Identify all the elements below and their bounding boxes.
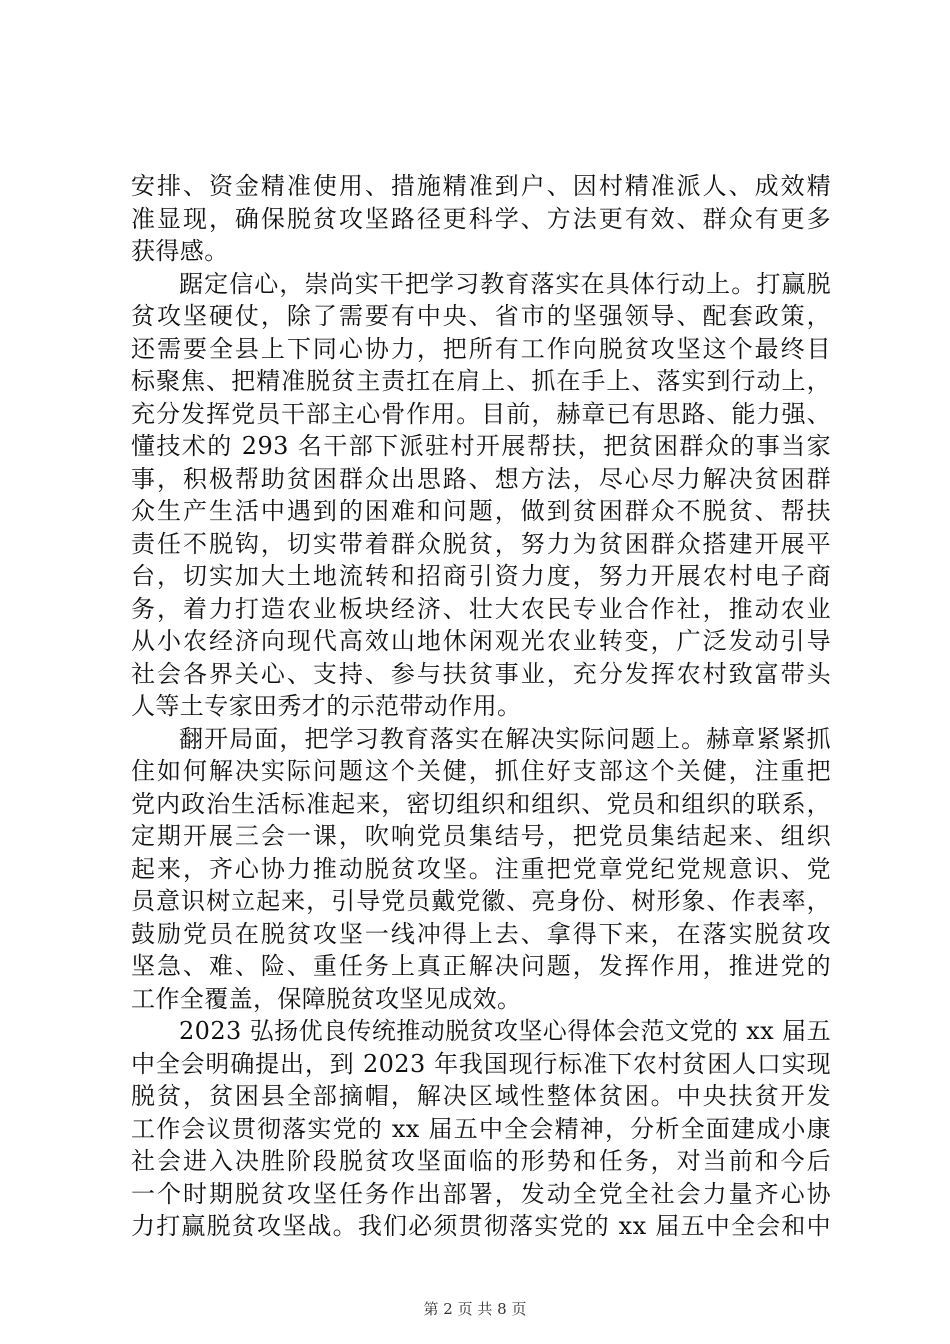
text-line: 翻开局面，把学习教育落实在解决实际问题上。赫章紧紧抓 (179, 724, 831, 753)
page-footer (0, 1298, 950, 1319)
text-line: 定期开展三会一课，吹响党员集结号，把党员集结起来、组织 (131, 822, 831, 850)
text-line: 人等土专家田秀才的示范带动作用。 (131, 692, 522, 720)
text-line: 鼓励党员在脱贫攻坚一线冲得上去、拿得下来，在落实脱贫攻 (131, 919, 831, 948)
text-line: 踞定信心，崇尚实干把学习教育落实在具体行动上。打赢脱 (179, 269, 831, 298)
text-line: 贫攻坚硬仗，除了需要有中央、省市的坚强领导、配套政策， (131, 302, 831, 330)
text-line: 一个时期脱贫攻坚任务作出部署，发动全党全社会力量齐心协 (131, 1179, 831, 1208)
text-line: 脱贫，贫困县全部摘帽，解决区域性整体贫困。中央扶贫开发 (131, 1082, 831, 1110)
text-line: 准显现，确保脱贫攻坚路径更科学、方法更有效、群众有更多 (131, 204, 831, 233)
text-line: 员意识树立起来，引导党员戴党徽、亮身份、树形象、作表率， (131, 887, 831, 915)
text-line: 社会进入决胜阶段脱贫攻坚面临的形势和任务，对当前和今后 (131, 1147, 831, 1175)
text-line: 事，积极帮助贫困群众出思路、想方法，尽心尽力解决贫困群 (131, 464, 831, 493)
text-line: 2023 弘扬优良传统推动脱贫攻坚心得体会范文党的 xx 届五 (179, 1017, 831, 1045)
text-line: 党内政治生活标准起来，密切组织和组织、党员和组织的联系， (131, 789, 831, 818)
text-line: 务，着力打造农业板块经济、壮大农民专业合作社，推动农业 (131, 594, 831, 623)
text-line: 责任不脱钩，切实带着群众脱贫，努力为贫困群众搭建开展平 (131, 529, 831, 558)
text-line: 众生产生活中遇到的困难和问题，做到贫困群众不脱贫、帮扶 (131, 497, 831, 525)
text-line: 中全会明确提出，到 2023 年我国现行标准下农村贫困人口实现 (131, 1049, 831, 1078)
text-line: 住如何解决实际问题这个关健，抓住好支部这个关健，注重把 (131, 757, 831, 785)
text-line: 台，切实加大土地流转和招商引资力度，努力开展农村电子商 (131, 562, 831, 590)
text-line: 工作全覆盖，保障脱贫攻坚见成效。 (131, 984, 522, 1013)
body-text (131, 170, 831, 1243)
text-line: 起来，齐心协力推动脱贫攻坚。注重把党章党纪党规意识、党 (131, 854, 831, 883)
page-number-label: 第 2 页 共 8 页 (423, 1300, 527, 1318)
text-line: 安排、资金精准使用、措施精准到户、因村精准派人、成效精 (131, 172, 831, 200)
text-line: 标聚焦、把精准脱贫主责扛在肩上、抓在手上、落实到行动上， (131, 367, 831, 395)
text-line: 工作会议贯彻落实党的 xx 届五中全会精神，分析全面建成小康 (131, 1114, 831, 1143)
text-line: 社会各界关心、支持、参与扶贫事业，充分发挥农村致富带头 (131, 659, 831, 688)
text-line: 获得感。 (131, 237, 229, 265)
text-line: 还需要全县上下同心协力，把所有工作向脱贫攻坚这个最终目 (131, 334, 831, 363)
text-line: 从小农经济向现代高效山地休闲观光农业转变，广泛发动引导 (131, 627, 831, 655)
text-line: 力打赢脱贫攻坚战。我们必须贯彻落实党的 xx 届五中全会和中 (131, 1212, 831, 1240)
text-line: 坚急、难、险、重任务上真正解决问题，发挥作用，推进党的 (131, 952, 831, 980)
text-line: 懂技术的 293 名干部下派驻村开展帮扶，把贫困群众的事当家 (131, 432, 831, 460)
text-line: 充分发挥党员干部主心骨作用。目前，赫章已有思路、能力强、 (131, 399, 831, 428)
